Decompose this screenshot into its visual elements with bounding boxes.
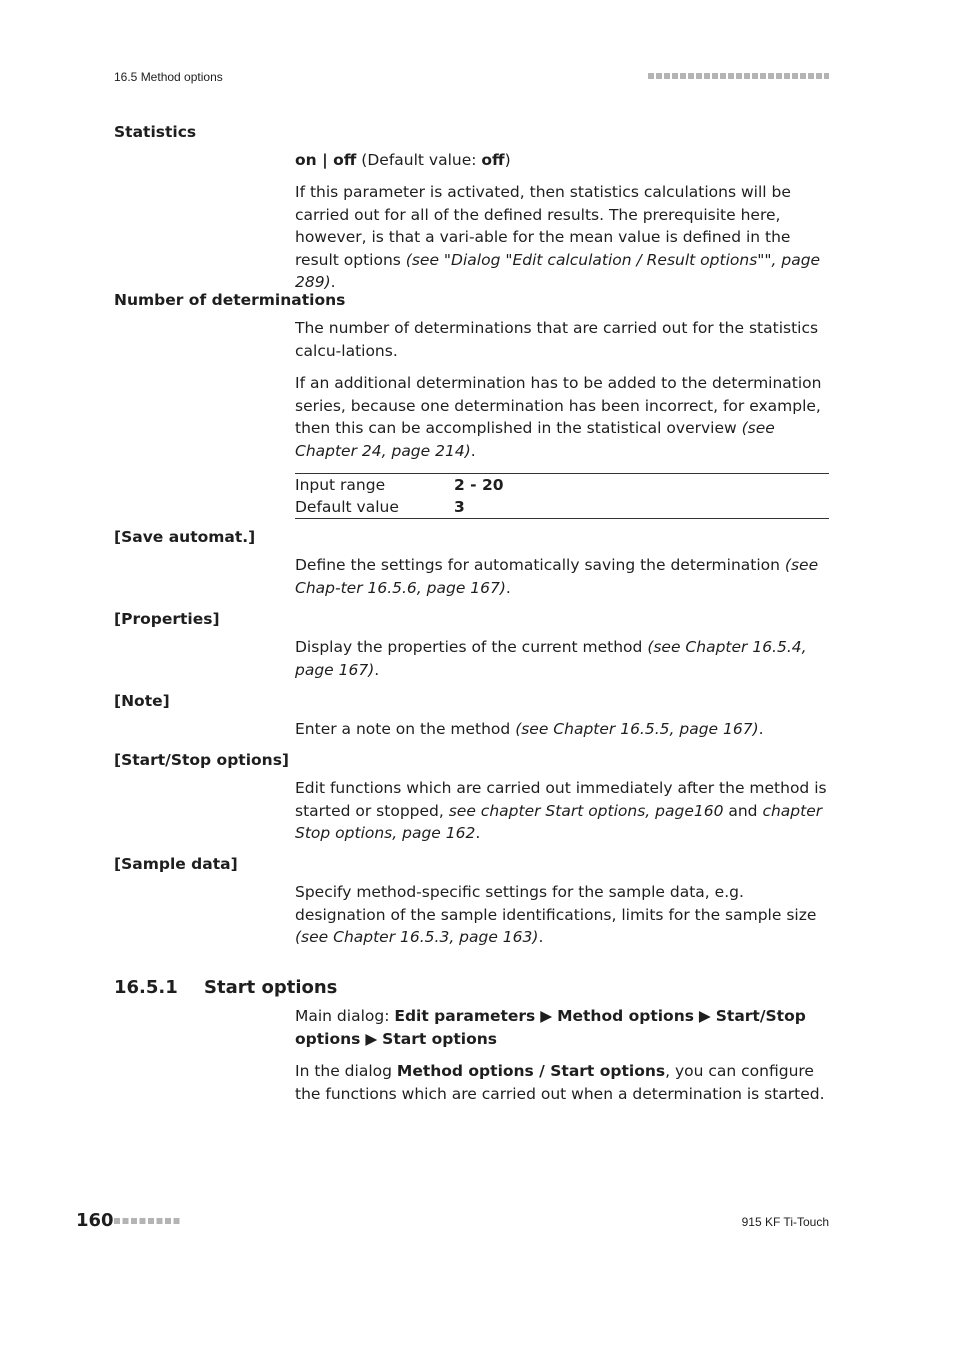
statistics-desc-text: If this parameter is activated, then statistics calculations will be carried out for all of the defined results. The prerequisite here, however, is that a vari-able for the mean value is defined in the result options	[295, 183, 791, 269]
table-value: 3	[454, 498, 465, 516]
note-text: Enter a note on the method	[295, 720, 516, 738]
term-statistics: Statistics	[114, 123, 197, 141]
term-number-of-determinations: Number of determinations	[114, 291, 346, 309]
path-arrow-icon: ▶	[535, 1007, 558, 1025]
statistics-desc-end: .	[330, 273, 336, 292]
determinations-p2	[295, 372, 829, 462]
running-header: 16.5 Method options	[114, 70, 223, 84]
save-ref: (see Chap-ter 16.5.6, page 167)	[295, 556, 819, 597]
startstop-end: .	[475, 824, 481, 843]
statistics-desc-ref: (see "Dialog "Edit calculation / Result options"", page 289)	[295, 250, 821, 292]
term-save-automat: [Save automat.]	[114, 528, 256, 546]
properties-description	[295, 636, 829, 681]
path-arrow-icon: ▶	[360, 1029, 383, 1048]
default-value: off	[481, 151, 505, 169]
determinations-p2-end: .	[470, 441, 476, 460]
determinations-p1: The number of determinations that are carried out for the statistics calcu-lations.	[295, 319, 819, 360]
save-description	[295, 554, 829, 599]
section-title: Start options	[204, 977, 338, 998]
path-arrow-icon: ▶	[693, 1007, 716, 1025]
term-start-stop-options: [Start/Stop options]	[114, 751, 290, 769]
properties-ref: (see Chapter 16.5.4, page 167)	[295, 638, 807, 679]
table-row	[295, 474, 829, 496]
footer-decoration	[114, 1218, 182, 1224]
properties-end: .	[374, 660, 380, 679]
note-description	[295, 718, 829, 741]
properties-text: Display the properties of the current method	[295, 638, 648, 656]
dialog-path	[295, 1005, 829, 1050]
term-note: [Note]	[114, 692, 170, 710]
path-start-options: Start options	[382, 1029, 498, 1048]
sample-ref: (see Chapter 16.5.3, page 163)	[295, 928, 539, 947]
table-row	[295, 496, 829, 518]
term-properties: [Properties]	[114, 610, 220, 628]
parameter-table	[295, 473, 829, 519]
path-prefix: Main dialog:	[295, 1007, 395, 1025]
determinations-p2-text: If an additional determination has to be added to the determination series, because one determination has been incorrect, for example, then this can be accomplished in the statistical overview	[295, 374, 822, 438]
section-number: 16.5.1	[114, 977, 178, 998]
table-label: Input range	[295, 476, 386, 494]
default-suffix: )	[504, 151, 511, 169]
sample-description	[295, 881, 829, 949]
intro-rest: , you can configure the functions which are carried out when a determination is started.	[295, 1062, 825, 1103]
path-start-stop-options: Start/Stop options	[295, 1007, 806, 1048]
intro-prefix: In the dialog	[295, 1062, 397, 1080]
value-on: on	[295, 151, 317, 169]
sample-text: Specify method-specific settings for the sample data, e.g. designation of the sample identifications, limits for the sample size	[295, 883, 817, 924]
sample-end: .	[538, 928, 544, 947]
determinations-p2-ref: (see Chapter 24, page 214)	[295, 419, 775, 460]
intro-dialog-name: Method options / Start options	[396, 1062, 666, 1080]
value-separator: |	[316, 151, 334, 169]
header-decoration	[648, 73, 829, 79]
note-ref: (see Chapter 16.5.5, page 167)	[515, 720, 759, 738]
page-number: 160	[76, 1210, 114, 1231]
startstop-mid: and	[723, 801, 763, 820]
note-end: .	[758, 720, 764, 738]
statistics-description	[295, 181, 829, 294]
table-value: 2 - 20	[454, 476, 504, 494]
startstop-ref1: see chapter Start options, page160	[448, 801, 724, 820]
product-name: 915 KF Ti-Touch	[741, 1215, 829, 1229]
path-method-options: Method options	[557, 1007, 694, 1025]
startstop-description	[295, 777, 829, 845]
term-sample-data: [Sample data]	[114, 855, 238, 873]
save-text: Define the settings for automatically saving the determination	[295, 556, 785, 574]
section-intro	[295, 1060, 829, 1105]
statistics-values	[295, 149, 829, 172]
startstop-ref2: chapter Stop options, page 162	[295, 801, 823, 843]
default-prefix: (Default value:	[356, 151, 482, 169]
save-end: .	[505, 578, 511, 597]
startstop-text: Edit functions which are carried out immediately after the method is started or stopped,	[295, 779, 827, 820]
value-off: off	[333, 151, 357, 169]
table-label: Default value	[295, 498, 399, 516]
path-edit-parameters: Edit parameters	[394, 1007, 536, 1025]
